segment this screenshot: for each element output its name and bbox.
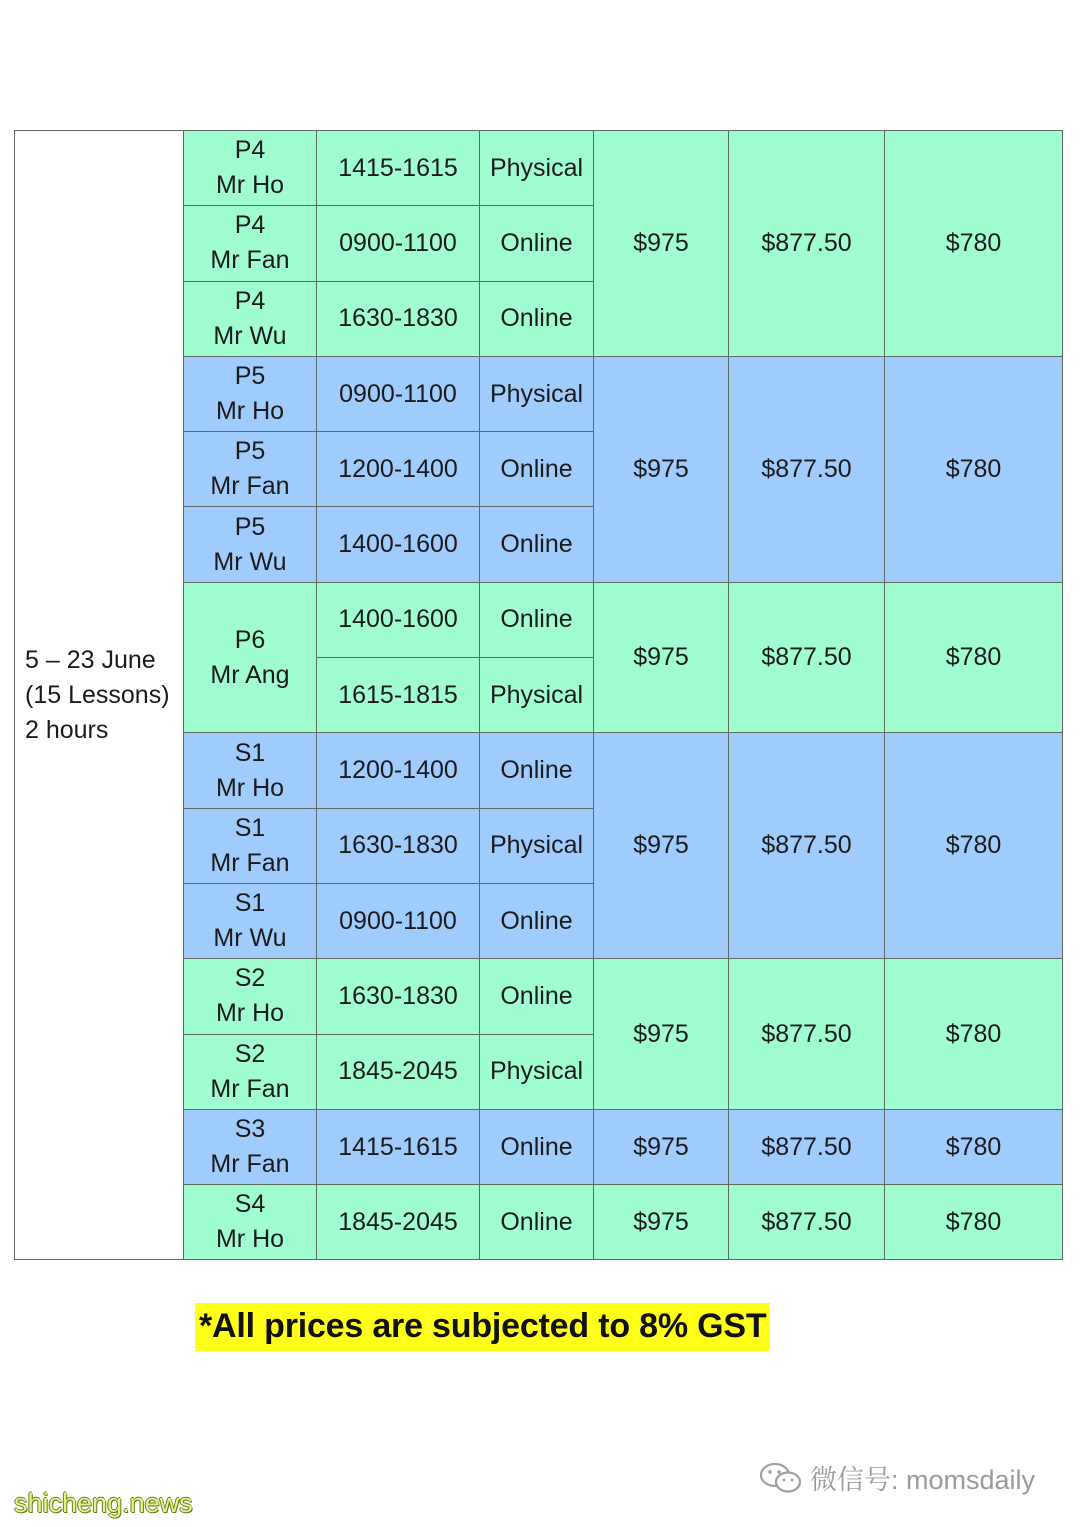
- level-label: P5: [234, 512, 266, 541]
- time-cell: 1400-1600: [317, 507, 480, 582]
- time-cell: 1200-1400: [317, 432, 480, 507]
- time-cell: 1630-1830: [317, 281, 480, 356]
- price-cell-3: $780: [885, 356, 1063, 582]
- price-cell-2: $877.50: [729, 733, 885, 959]
- level-label: S4: [234, 1190, 266, 1219]
- price-cell-1: $975: [594, 356, 729, 582]
- level-teacher-cell: [184, 883, 317, 958]
- level-label: S1: [234, 813, 266, 842]
- level-teacher-cell: [184, 733, 317, 808]
- time-cell: 1200-1400: [317, 733, 480, 808]
- level-label: S1: [234, 738, 266, 767]
- level-label: P5: [234, 437, 266, 466]
- level-teacher-cell: [184, 131, 317, 206]
- price-cell-2: $877.50: [729, 1109, 885, 1184]
- teacher-label: Mr Fan: [210, 1074, 290, 1103]
- price-cell-1: $975: [594, 959, 729, 1110]
- level-label: S1: [234, 889, 266, 918]
- price-cell-3: $780: [885, 733, 1063, 959]
- price-cell-1: $975: [594, 1185, 729, 1260]
- level-teacher-cell: [184, 582, 317, 733]
- mode-cell: Physical: [480, 658, 594, 733]
- price-cell-3: $780: [885, 1185, 1063, 1260]
- time-cell: 1615-1815: [317, 658, 480, 733]
- duration-lessons: (15 Lessons): [25, 680, 170, 709]
- mode-cell: Physical: [480, 808, 594, 883]
- duration-dates: 5 – 23 June: [25, 645, 156, 674]
- time-cell: 1845-2045: [317, 1185, 480, 1260]
- mode-cell: Online: [480, 281, 594, 356]
- price-cell-2: $877.50: [729, 131, 885, 357]
- wechat-icon: [758, 1461, 804, 1495]
- teacher-label: Mr Fan: [210, 1150, 290, 1178]
- level-teacher-cell: [184, 808, 317, 883]
- teacher-label: Mr Ho: [215, 397, 285, 426]
- time-cell: 0900-1100: [317, 356, 480, 431]
- price-cell-1: $975: [594, 733, 729, 959]
- time-cell: 1415-1615: [317, 1109, 480, 1184]
- mode-cell: Online: [480, 432, 594, 507]
- teacher-label: Mr Fan: [210, 472, 290, 501]
- teacher-label: Mr Wu: [213, 547, 287, 576]
- level-label: S2: [234, 1039, 266, 1068]
- level-teacher-cell: [184, 1034, 317, 1109]
- price-cell-3: $780: [885, 582, 1063, 733]
- watermark-wechat: [758, 1458, 1035, 1497]
- teacher-label: Mr Ho: [215, 171, 285, 200]
- time-cell: 1630-1830: [317, 808, 480, 883]
- schedule-table: [14, 130, 1063, 1260]
- price-cell-3: $780: [885, 959, 1063, 1110]
- table-row: [15, 131, 1063, 206]
- teacher-label: Mr Wu: [213, 924, 287, 953]
- gst-note: *All prices are subjected to 8% GST: [195, 1303, 770, 1351]
- teacher-label: Mr Ang: [210, 660, 290, 689]
- watermark-wechat-text: 微信号: momsdaily: [810, 1465, 1036, 1495]
- duration-hours: 2 hours: [25, 715, 109, 744]
- time-cell: 1630-1830: [317, 959, 480, 1034]
- teacher-label: Mr Fan: [210, 246, 290, 275]
- level-label: S2: [234, 964, 266, 993]
- teacher-label: Mr Ho: [215, 773, 285, 802]
- price-cell-2: $877.50: [729, 582, 885, 733]
- level-label: P4: [234, 136, 266, 165]
- time-cell: 1400-1600: [317, 582, 480, 657]
- level-teacher-cell: [184, 281, 317, 356]
- level-teacher-cell: [184, 1109, 317, 1184]
- time-cell: 1845-2045: [317, 1034, 480, 1109]
- price-cell-1: $975: [594, 1109, 729, 1184]
- price-cell-3: $780: [885, 131, 1063, 357]
- price-cell-1: $975: [594, 582, 729, 733]
- mode-cell: Physical: [480, 131, 594, 206]
- teacher-label: Mr Fan: [210, 848, 290, 877]
- level-label: P6: [234, 625, 266, 654]
- price-cell-3: $780: [885, 1109, 1063, 1184]
- mode-cell: Online: [480, 883, 594, 958]
- mode-cell: Physical: [480, 1034, 594, 1109]
- time-cell: 1415-1615: [317, 131, 480, 206]
- mode-cell: Online: [480, 1185, 594, 1260]
- mode-cell: Online: [480, 733, 594, 808]
- level-teacher-cell: [184, 206, 317, 281]
- level-label: S3: [234, 1115, 266, 1143]
- mode-cell: Online: [480, 959, 594, 1034]
- price-cell-2: $877.50: [729, 959, 885, 1110]
- level-label: P5: [234, 362, 266, 391]
- mode-cell: Online: [480, 507, 594, 582]
- level-teacher-cell: [184, 1185, 317, 1260]
- teacher-label: Mr Ho: [215, 1225, 285, 1254]
- price-cell-2: $877.50: [729, 356, 885, 582]
- level-label: P4: [234, 286, 266, 315]
- level-teacher-cell: [184, 356, 317, 431]
- duration-cell: [15, 131, 184, 1260]
- level-teacher-cell: [184, 507, 317, 582]
- level-label: P4: [234, 211, 266, 240]
- mode-cell: Online: [480, 582, 594, 657]
- time-cell: 0900-1100: [317, 206, 480, 281]
- teacher-label: Mr Ho: [215, 999, 285, 1028]
- level-teacher-cell: [184, 432, 317, 507]
- price-cell-2: $877.50: [729, 1185, 885, 1260]
- price-cell-1: $975: [594, 131, 729, 357]
- mode-cell: Online: [480, 1109, 594, 1184]
- mode-cell: Online: [480, 206, 594, 281]
- mode-cell: Physical: [480, 356, 594, 431]
- level-teacher-cell: [184, 959, 317, 1034]
- watermark-site: shicheng.news: [14, 1488, 193, 1518]
- teacher-label: Mr Wu: [213, 321, 287, 350]
- time-cell: 0900-1100: [317, 883, 480, 958]
- gst-note-wrap: [195, 1303, 770, 1351]
